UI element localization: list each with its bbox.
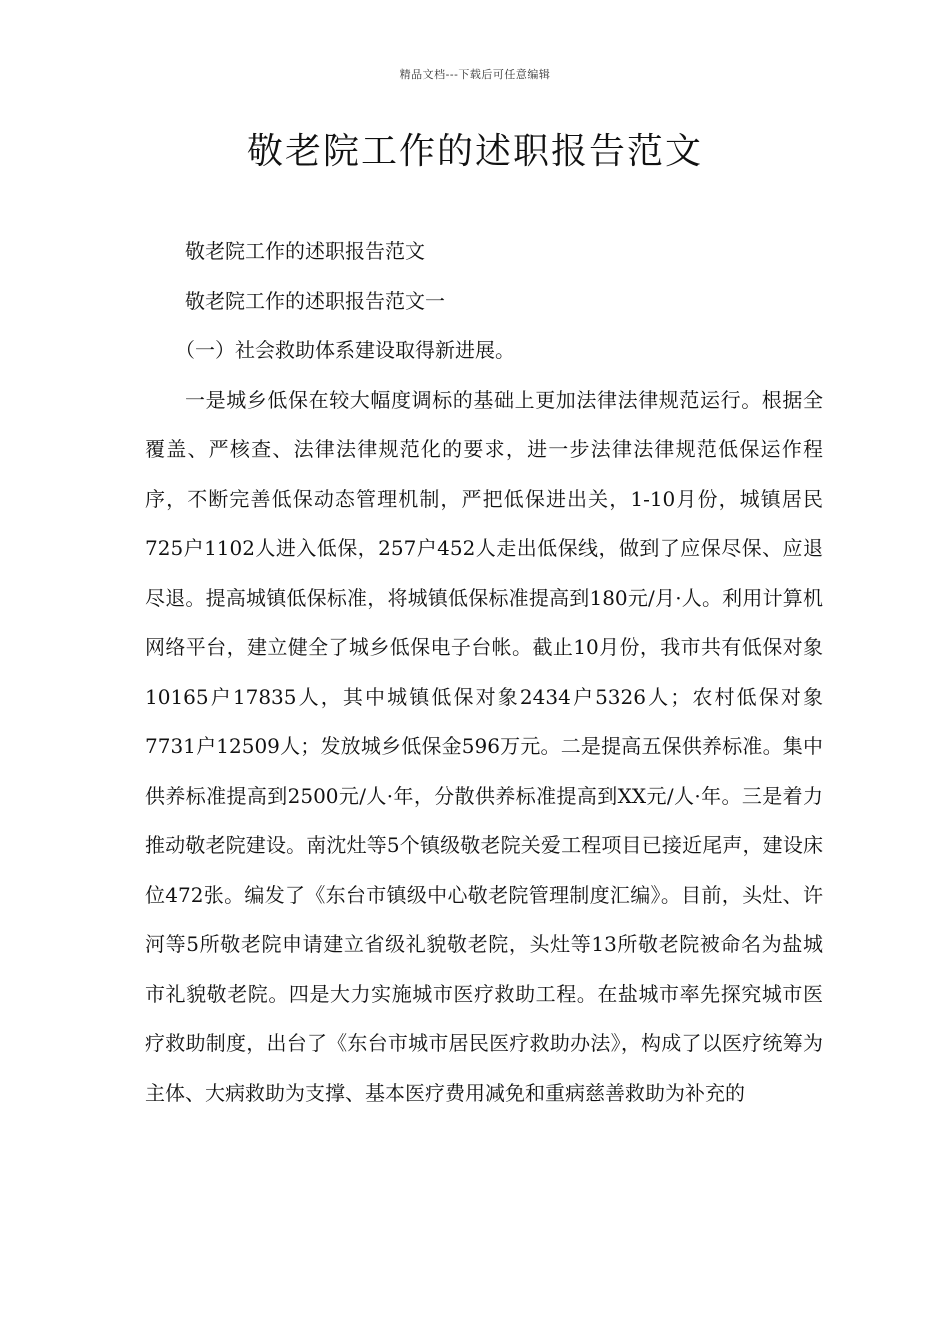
document-title: 敬老院工作的述职报告范文	[246, 131, 703, 172]
paragraph-subtitle: 敬老院工作的述职报告范文	[185, 239, 425, 263]
header-note: 精品文档---下载后可任意编辑	[399, 68, 551, 81]
document-body	[145, 227, 823, 1118]
paragraph-body: 一是城乡低保在较大幅度调标的基础上更加法律法律规范运行。根据全覆盖、严核查、法律法律规范化的要求，进一步法律法律规范低保运作程序，不断完善低保动态管理机制，严把低保进出关，1-10月份，城镇居民725户1102人进入低保，257户452人走出低保线，做到了应保尽保、应退尽退。提高城镇低保标准，将城镇低保标准提高到180元/月·人。利用计算机网络平台，建立健全了城乡低保电子台帐。截止10月份，我市共有低保对象10165户17835人，其中城镇低保对象2434户5326人；农村低保对象7731户12509人；发放城乡低保金596万元。二是提高五保供养标准。集中供养标准提高到2500元/人·年，分散供养标准提高到XX元/人·年。三是着力推动敬老院建设。南沈灶等5个镇级敬老院关爱工程项目已接近尾声，建设床位472张。编发了《东台市镇级中心敬老院管理制度汇编》。目前，头灶、许河等5所敬老院申请建立省级礼貌敬老院，头灶等13所敬老院被命名为盐城市礼貌敬老院。四是大力实施城市医疗救助工程。在盐城市率先探究城市医疗救助制度，出台了《东台市城市居民医疗救助办法》，构成了以医疗统筹为主体、大病救助为支撑、基本医疗费用减免和重病慈善救助为补充的	[145, 387, 823, 1105]
paragraph-subsection-heading: （一）社会救助体系建设取得新进展。	[175, 338, 515, 362]
paragraph-section-heading: 敬老院工作的述职报告范文一	[185, 288, 445, 313]
